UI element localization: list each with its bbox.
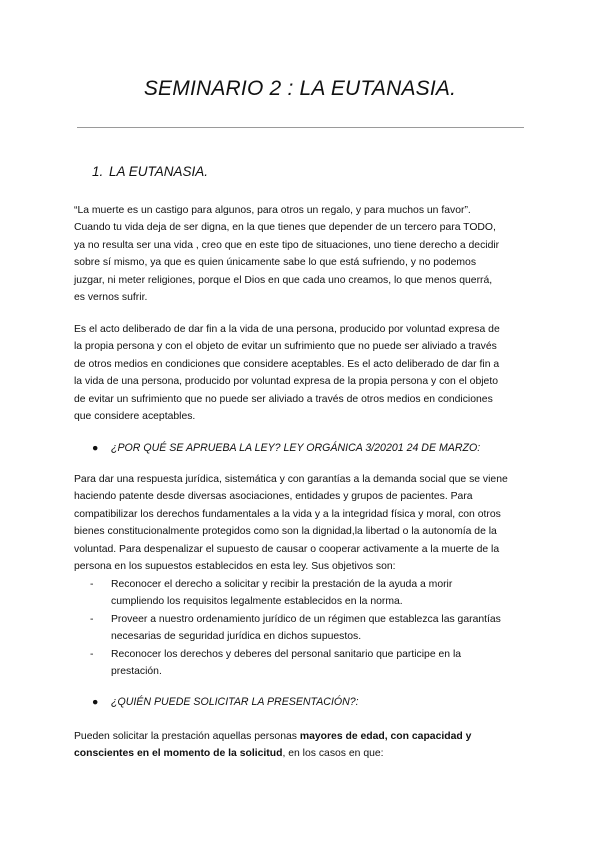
definition-line: la vida de una persona, producido por voluntad expresa de la propia persona y con el objeto <box>74 376 498 388</box>
definition-line: Es el acto deliberado de dar fin a la vida de una persona, producido por voluntad expresa de <box>74 324 500 335</box>
section-number: 1. <box>92 164 104 179</box>
definition-paragraph <box>74 321 526 425</box>
why-line: bienes constitucionalmente protegidos como son la dignidad,la libertad o la autonomía de la <box>74 526 497 538</box>
definition-line: de otros medios en condiciones que considere aceptables. Es el acto deliberado de dar fin a <box>74 358 500 370</box>
intro-line: Cuando tu vida deja de ser digna, en la que tienes que depender de un tercero para TODO, <box>74 222 496 234</box>
objectives-list <box>90 576 530 680</box>
page-title: SEMINARIO 2 : LA EUTANASIA. <box>143 77 457 100</box>
definition-line: la propia persona y con el objeto de evitar un sufrimiento que no puede ser aliviado a través <box>74 341 497 353</box>
list-item <box>90 646 530 681</box>
why-line: Para dar una respuesta jurídica, sistemática y con garantías a la demanda social que se viene <box>74 474 508 485</box>
why-line: persona en los supuestos establecidos en esta ley. Sus objetivos son: <box>74 561 396 573</box>
list-item-line: necesarias de seguridad jurídica en dichos supuestos. <box>111 631 362 643</box>
who-paragraph <box>74 728 526 763</box>
title-divider <box>77 127 524 128</box>
dash-marker: - <box>90 579 94 590</box>
intro-line: es vernos sufrir. <box>74 292 148 304</box>
section-heading-text: LA EUTANASIA. <box>109 164 209 179</box>
bullet-heading-who <box>92 694 359 710</box>
intro-paragraph <box>74 202 526 306</box>
definition-line: de evitar un sufrimiento que no puede ser aliviado a través de otros medios en condiciones <box>74 393 493 405</box>
bullet-heading-text: ¿QUIÉN PUEDE SOLICITAR LA PRESENTACIÓN?: <box>111 696 359 708</box>
bullet-heading-why <box>92 440 480 456</box>
why-paragraph <box>74 471 526 575</box>
why-line: compatibilizar los derechos fundamentales a la vida y a la integridad física y moral, con otros <box>74 508 501 520</box>
intro-line: sobre sí mismo, ya que es quien únicamente sabe lo que está sufriendo, y no podemos <box>74 257 477 269</box>
bullet-heading-text: ¿POR QUÉ SE APRUEBA LA LEY? LEY ORGÁNICA 3/20201 24 DE MARZO: <box>111 442 481 454</box>
who-text: Pueden solicitar la prestación aquellas personas <box>74 731 300 742</box>
list-item-line: Proveer a nuestro ordenamiento jurídico de un régimen que establezca las garantías <box>111 613 501 625</box>
who-line <box>74 745 526 762</box>
dash-marker: - <box>90 613 94 625</box>
list-item-line: Reconocer el derecho a solicitar y recibir la prestación de la ayuda a morir <box>111 579 453 590</box>
list-item-line: cumpliendo los requisitos legalmente establecidos en la norma. <box>111 596 403 608</box>
why-line: haciendo patente desde diversas asociaciones, entidades y grupos de pacientes. Para <box>74 491 473 503</box>
who-emphasis: mayores de edad, con capacidad y <box>299 731 472 742</box>
list-item <box>90 576 530 611</box>
intro-line: “La muerte es un castigo para algunos, para otros un regalo, y para muchos un favor”. <box>74 205 471 216</box>
who-line <box>74 728 526 745</box>
section-heading <box>92 163 208 181</box>
who-text: , en los casos en que: <box>282 748 384 760</box>
dash-marker: - <box>90 648 94 660</box>
list-item-line: Reconocer los derechos y deberes del personal sanitario que participe en la <box>111 648 462 660</box>
definition-line: que considere aceptables. <box>74 411 196 423</box>
bullet-icon: ● <box>92 696 99 708</box>
intro-line: ya no resulta ser una vida , creo que en este tipo de situaciones, uno tiene derecho a decidir <box>74 239 500 251</box>
why-line: voluntad. Para despenalizar el supuesto de causar o cooperar activamente a la muerte de la <box>74 543 500 555</box>
intro-line: juzgar, ni meter religiones, porque el Dios en que cada uno creamos, lo que menos querrá, <box>74 274 493 286</box>
bullet-icon: ● <box>92 442 99 454</box>
list-item-line: prestación. <box>111 666 162 678</box>
list-item <box>90 611 530 646</box>
who-emphasis: conscientes en el momento de la solicitud <box>74 748 283 760</box>
